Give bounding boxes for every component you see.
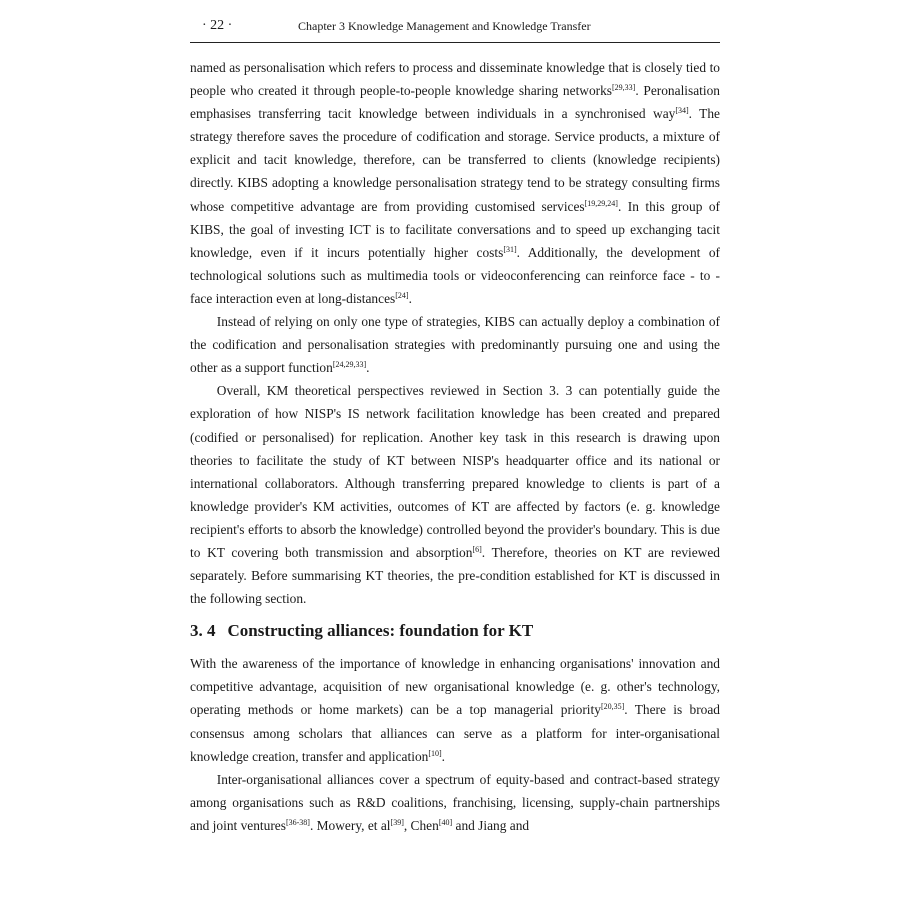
text-run: . Therefore, theories on KT are reviewed separately. Before summarising KT theories, the pre-condition established for KT is discussed in the following section. — [190, 544, 720, 607]
citation: [34] — [675, 106, 689, 116]
section-number: 3. 4 — [190, 621, 216, 641]
section-title: Constructing alliances: foundation for KT — [227, 621, 534, 641]
paragraph-combination — [190, 310, 720, 379]
text-run: and Jiang and — [452, 817, 530, 833]
text-run: Inter-organisational alliances cover a spectrum of equity-based and contract-based strategy among organisations such as R&D coalitions, franchising, licensing, supply-chain partnerships and joint ventures — [190, 771, 720, 833]
citation: [39] — [390, 817, 404, 827]
text-run: With the awareness of the importance of knowledge in enhancing organisations' innovation and competitive advantage, acquisition of new organisational knowledge (e. g. other's technology, operating methods or home markets) can be a top managerial priority — [190, 656, 720, 718]
text-run: . In this group of KIBS, the goal of investing ICT is to facilitate conversations and to speed up exchanging tacit knowledge, even if it incurs potentially higher costs — [190, 198, 720, 260]
citation: [19,29,24] — [584, 198, 618, 208]
citation: [24,29,33] — [332, 360, 367, 370]
text-run: . There is broad consensus among scholars that alliances can serve as a platform for inter-organisational knowledge creation, transfer and application — [190, 702, 721, 764]
page-header — [190, 18, 720, 43]
text-run: . — [366, 360, 370, 376]
page-body — [190, 56, 720, 837]
running-title: Chapter 3 Knowledge Management and Knowledge Transfer — [298, 19, 591, 33]
text-run: Overall, KM theoretical perspectives reviewed in Section 3. 3 can potentially guide the exploration of how NISP's IS network facilitation knowledge has been created and prepared (codified or personalised) for replication. Another key task in this research is drawing upon theories to facilitate the study of KT between NISP's headquarter office and its national or international collaborators. Although transferring prepared knowledge to clients is part of a knowledge provider's KM activities, outcomes of KT are affected by factors (e. g. knowledge recipient's efforts to absorb the knowledge) controlled beyond the provider's boundary. This is due to KT covering both transmission and absorption — [190, 383, 720, 560]
text-run: . — [408, 290, 412, 306]
citation: [40] — [438, 817, 453, 827]
citation: [6] — [472, 544, 482, 554]
text-run: . The strategy therefore saves the procedure of codification and storage. Service products, a mixture of explicit and tacit knowledge, therefore, can be transferred to clients (knowledge recipients) directly. KIBS adopting a knowledge personalisation strategy tend to be strategy consulting firms whose competitive advantage are from providing customised services — [190, 106, 720, 214]
text-run: , Chen — [403, 817, 439, 833]
citation: [31] — [503, 244, 517, 254]
section-heading — [190, 618, 720, 644]
citation: [24] — [395, 290, 409, 300]
citation: [29,33] — [612, 83, 636, 93]
citation: [20,35] — [600, 702, 625, 712]
text-run: named as personalisation which refers to process and disseminate knowledge that is closely tied to people who created it through people-to-people knowledge sharing networks — [190, 60, 720, 99]
text-run: . — [441, 748, 446, 764]
text-run: . Additionally, the development of technological solutions such as multimedia tools or videoconferencing can reinforce face - to - face interaction even at long-distances — [190, 244, 720, 306]
text-run: . Mowery, et al — [309, 817, 391, 833]
paragraph-overall — [190, 379, 720, 610]
page-number: · 22 · — [202, 18, 233, 33]
text-run: Instead of relying on only one type of strategies, KIBS can actually deploy a combination of the codification and personalisation strategies with predominantly pursuing one and using the other as a support function — [190, 314, 720, 376]
text-run: . Peronalisation emphasises transferring tacit knowledge between individuals in a synchronised way — [190, 83, 720, 122]
paragraph-alliances — [190, 768, 720, 837]
paragraph-awareness — [190, 652, 720, 767]
citation: [36-38] — [285, 817, 310, 827]
paragraph-personalisation — [190, 56, 720, 310]
citation: [10] — [428, 748, 442, 758]
